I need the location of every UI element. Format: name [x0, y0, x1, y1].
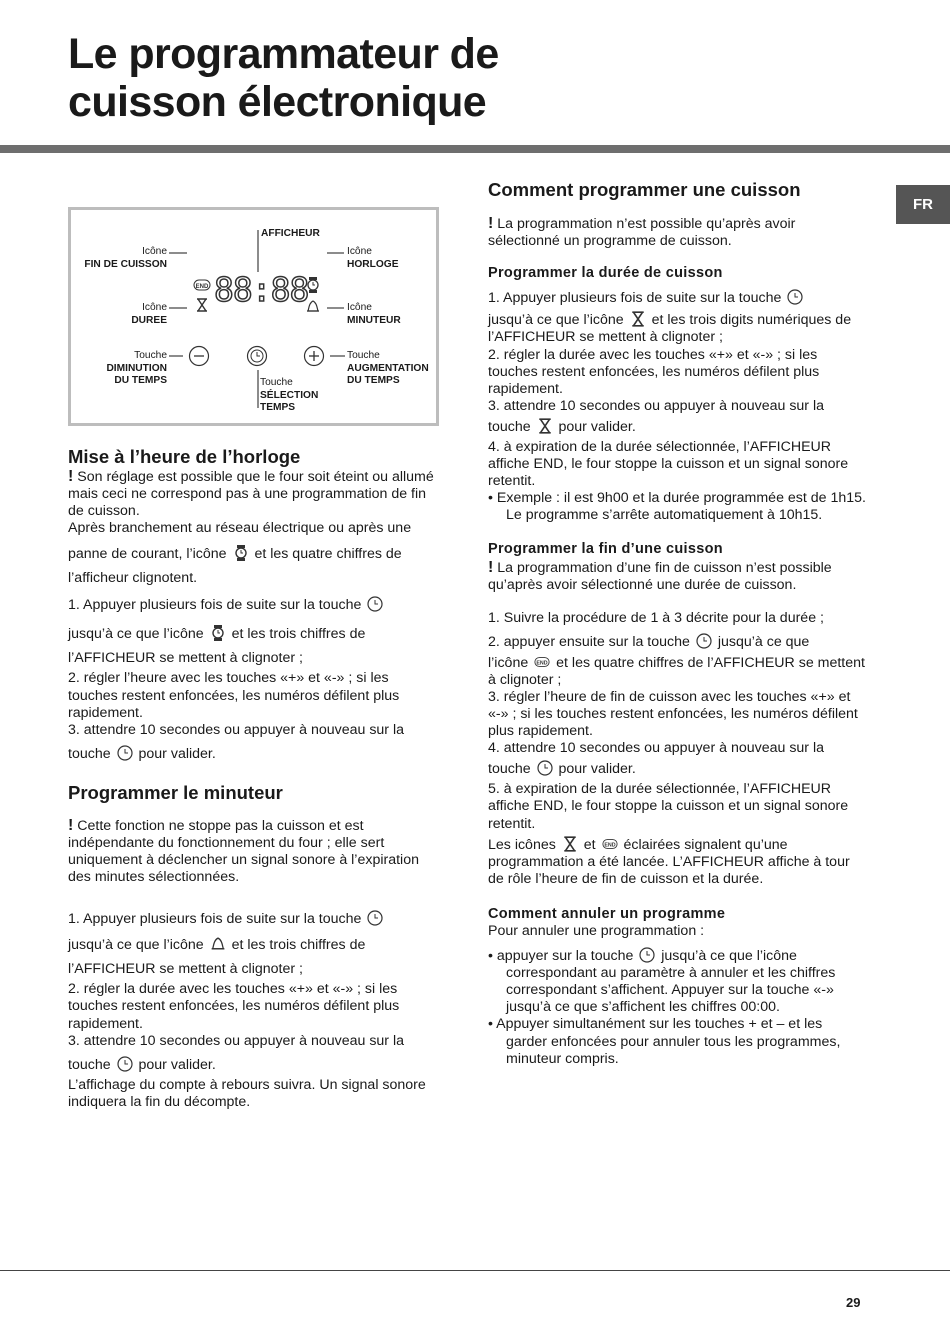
clock-key-icon — [117, 1056, 133, 1072]
hourglass-icon — [630, 311, 646, 327]
title-rule — [0, 145, 950, 153]
horloge-step: 3. attendre 10 secondes ou appuyer à nouveau sur la — [68, 721, 405, 738]
page-number: 29 — [846, 1295, 861, 1310]
clock-key-icon — [639, 947, 655, 963]
fin-step: touche pour valider. — [488, 761, 636, 778]
touche-augmentation-label: Touche AUGMENTATION DU TEMPS — [347, 350, 429, 386]
horloge-heading: Mise à l’heure de l’horloge — [68, 446, 301, 467]
bell-icon — [306, 299, 320, 314]
duree-step: 1. Appuyer plusieurs fois de suite sur la touche — [488, 289, 866, 307]
cuisson-warning: ! La programmation n’est possible qu’après avoir sélectionné un programme de cuisson. — [488, 215, 796, 250]
horloge-step: 1. Appuyer plusieurs fois de suite sur la touche — [68, 596, 440, 614]
fin-step: 4. attendre 10 secondes ou appuyer à nouveau sur la — [488, 740, 825, 757]
end-icon — [193, 279, 211, 291]
fin-step: 5. à expiration de la durée sélectionnée, l’AFFICHEUR affiche END, le four stoppe la cuisson et un signal sonore retentit. — [488, 781, 849, 832]
afficheur-label: AFFICHEUR — [261, 228, 320, 239]
icone-fin-label: Icône FIN DE CUISSON — [84, 246, 167, 270]
horloge-paragraph: panne de courant, l’icône et les quatre chiffres de l’afficheur clignotent. — [68, 546, 402, 587]
minuteur-step: 3. attendre 10 secondes ou appuyer à nouveau sur la — [68, 1032, 405, 1049]
hourglass-icon — [562, 836, 578, 852]
minuteur-step: 2. régler la durée avec les touches «+» et «-» ; si les touches restent enfoncées, les numéros défilent plus rapidement. — [68, 981, 400, 1032]
page-title-line-2: cuisson électronique — [68, 78, 487, 126]
plus-key-icon[interactable] — [303, 345, 325, 367]
bell-icon — [210, 936, 226, 952]
duree-step: touche pour valider. — [488, 418, 636, 435]
fin-step: 1. Suivre la procédure de 1 à 3 décrite pour la durée ; — [488, 609, 824, 626]
icone-minuteur-label: Icône MINUTEUR — [347, 302, 401, 326]
minuteur-heading: Programmer le minuteur — [68, 781, 283, 803]
fin-warning: ! La programmation d’une fin de cuisson n’est possible qu’après avoir sélectionné une durée de cuisson. — [488, 558, 832, 593]
icone-horloge-label: Icône HORLOGE — [347, 246, 399, 270]
clock-key-icon[interactable] — [246, 345, 268, 367]
minuteur-step: jusqu’à ce que l’icône et les trois chiffres de l’AFFICHEUR se mettent à clignoter ; — [68, 937, 366, 978]
fin-step: 3. régler l’heure de fin de cuisson avec les touches «+» et «-» ; si les touches restent enfoncées, les numéros défilent plus rapidement. — [488, 688, 858, 740]
horloge-step: jusqu’à ce que l’icône et les trois chiffres de l’AFFICHEUR se mettent à clignoter ; — [68, 626, 366, 667]
footer-rule — [0, 1270, 950, 1271]
svg-text:END: END — [603, 842, 616, 849]
icone-duree-label: Icône DUREE — [131, 302, 167, 326]
fin-heading: Programmer la fin d’une cuisson — [488, 541, 723, 558]
duree-step: jusqu’à ce que l’icône et les trois digits numériques de l’AFFICHEUR se mettent à clignoter ; — [488, 312, 852, 346]
clock-key-icon — [367, 596, 383, 612]
control-panel-diagram — [68, 207, 439, 426]
duree-step: 2. régler la durée avec les touches «+» et «-» ; si les touches restent enfoncées, les numéros défilent plus rapidement. — [488, 346, 820, 397]
clock-icon — [210, 625, 226, 641]
language-tab: FR — [896, 185, 950, 224]
clock-key-icon — [696, 633, 712, 649]
fin-paragraph: Les icônes et END éclairées signalent qu’une programmation a été lancée. L’AFFICHEUR affiche à tour de rôle l’heure de fin de cuisson et la durée. — [488, 836, 850, 887]
minuteur-step: 1. Appuyer plusieurs fois de suite sur la touche — [68, 910, 440, 928]
annuler-paragraph: Pour annuler une programmation : — [488, 923, 705, 939]
page-title — [68, 30, 499, 126]
duree-example: • Exemple : il est 9h00 et la durée programmée est de 1h15. Le programme s’arrête automatiquement à 10h15. — [488, 490, 866, 524]
hourglass-icon — [195, 298, 209, 312]
left-column — [68, 446, 440, 1111]
minuteur-paragraph: L’affichage du compte à rebours suivra. Un signal sonore indiquera la fin du décompte. — [68, 1076, 426, 1110]
clock-key-icon — [537, 760, 553, 776]
cuisson-heading: Comment programmer une cuisson — [488, 179, 801, 200]
clock-key-icon — [367, 910, 383, 926]
right-column — [488, 179, 866, 1068]
display-digits: 88:88 — [214, 270, 309, 309]
page-title-line-1: Le programmateur de — [68, 30, 499, 78]
hourglass-icon — [537, 418, 553, 434]
touche-diminution-label: Touche DIMINUTION DU TEMPS — [106, 350, 167, 386]
clock-icon — [306, 277, 320, 293]
duree-heading: Programmer la durée de cuisson — [488, 265, 723, 282]
clock-key-icon — [787, 289, 803, 305]
end-icon — [602, 836, 618, 852]
clock-key-icon — [117, 745, 133, 761]
horloge-step: touche pour valider. — [68, 745, 216, 762]
clock-icon — [233, 545, 249, 561]
duree-step: 4. à expiration de la durée sélectionnée, l’AFFICHEUR affiche END, le four stoppe la cuisson et un signal sonore retentit. — [488, 438, 849, 490]
horloge-paragraph: Après branchement au réseau électrique ou après une — [68, 520, 412, 537]
fin-step: l’icône END et les quatre chiffres de l’AFFICHEUR se mettent à clignoter ; — [488, 654, 865, 688]
touche-selection-label: Touche SÉLECTION TEMPS — [260, 377, 319, 413]
svg-text:END: END — [536, 660, 548, 667]
horloge-step: 2. régler l’heure avec les touches «+» et «-» ; si les touches restent enfoncées, les numéros défilent plus rapidement. — [68, 670, 400, 721]
annuler-heading: Comment annuler un programme — [488, 905, 726, 922]
duree-step: 3. attendre 10 secondes ou appuyer à nouveau sur la — [488, 397, 825, 414]
fin-step: 2. appuyer ensuite sur la touche jusqu’à ce que — [488, 633, 810, 650]
minus-key-icon[interactable] — [188, 345, 210, 367]
minuteur-step: touche pour valider. — [68, 1056, 216, 1073]
minuteur-warning: ! Cette fonction ne stoppe pas la cuisson et est indépendante du fonctionnement du four ; elle sert uniquement à déclencher un signal sonore à l’expiration des minutes sélectionnées. — [68, 816, 419, 886]
end-badge-text: END — [195, 284, 209, 290]
end-icon — [534, 654, 550, 670]
horloge-warning: ! Son réglage est possible que le four soit éteint ou allumé mais ceci ne correspond pas à une programmation de fin de cuisson. — [68, 468, 434, 520]
annuler-bullet: • appuyer sur la touche jusqu’à ce que l’icône correspondant au paramètre à annuler et les chiffres correspondant s’affichent. Appuyer sur la touche «-» jusqu’à ce que s’affichent les chiffres 00:00. — [488, 948, 836, 1016]
annuler-bullet: • Appuyer simultanément sur les touches + et – et les garder enfoncées pour annuler tous les programmes, minuteur compris. — [488, 1016, 841, 1067]
